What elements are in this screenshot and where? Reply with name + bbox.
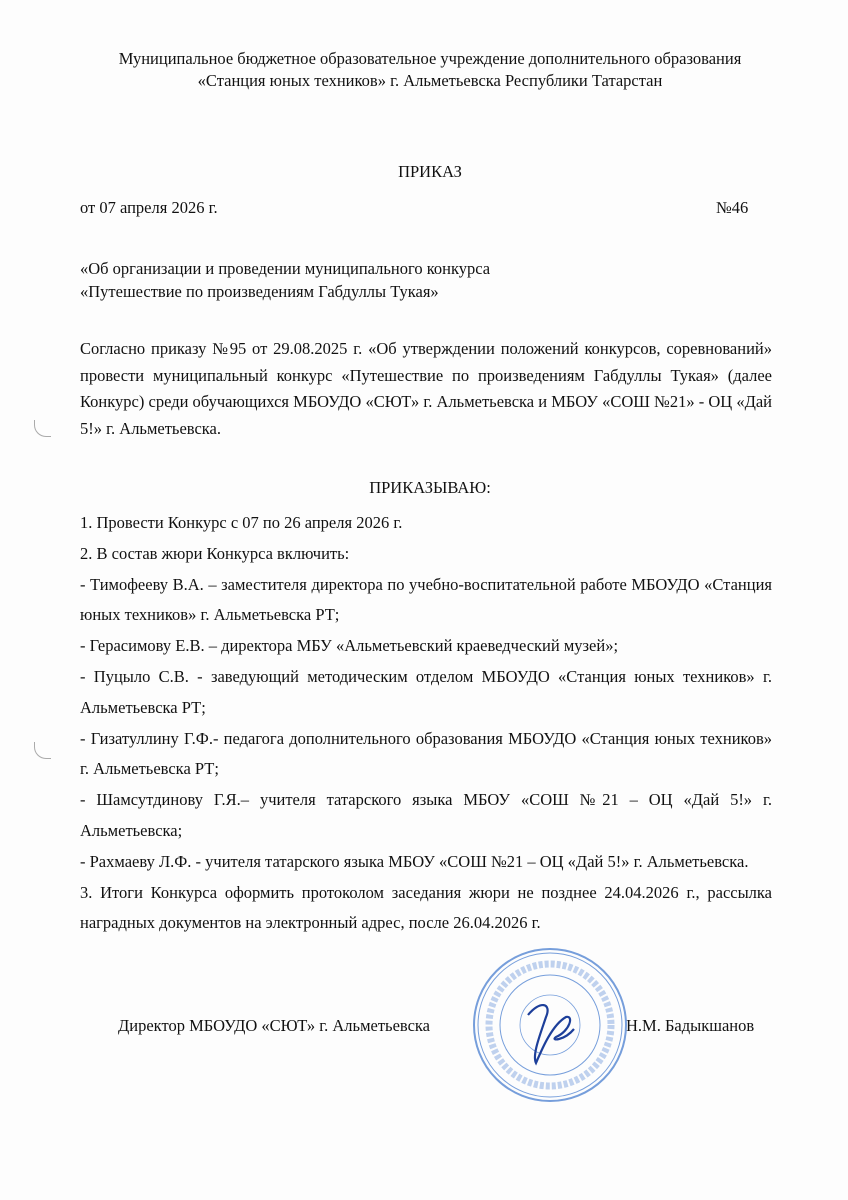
order-items [80,508,772,939]
signature-scribble [528,1005,574,1063]
organization-line-2: «Станция юных техников» г. Альметьевска Республики Татарстан [197,71,663,90]
organization-line-1: Муниципальное бюджетное образовательное учреждение дополнительного образования [118,49,742,68]
order-item: 2. В состав жюри Конкурса включить: [80,543,350,563]
order-item: - Шамсутдинову Г.Я.– учителя татарского языка МБОУ «СОШ №21 – ОЦ «Дай 5!» г. Альметьевска; [80,790,772,840]
signatory-name: Н.М. Бадыкшанов [626,1016,755,1035]
organization-header [60,48,800,92]
order-item: - Гизатуллину Г.Ф.- педагога дополнительного образования МБОУДО «Станция юных техников» г. Альметьевска РТ; [80,728,772,779]
signatory-position: Директор МБОУДО «СЮТ» г. Альметьевска [118,1016,431,1035]
official-stamp-icon [470,945,630,1105]
document-date: от 07 апреля 2026 г. [80,198,218,217]
preamble-paragraph: Согласно приказу №95 от 29.08.2025 г. «Об утверждении положений конкурсов, соревнований» провести муниципальный конкурс «Путешествие по произведениям Габдуллы Тукая» (далее Конкурс) среди обучающихся МБОУДО «СЮТ» г. Альметьевска и МБОУ «СОШ №21» - ОЦ «Дай 5!» г. Альметьевска. [80,339,772,438]
document-number: №46 [716,198,749,217]
scan-hole-mark [34,742,51,759]
subject-line-2: «Путешествие по произведениям Габдуллы Тукая» [80,282,439,301]
order-heading: ПРИКАЗЫВАЮ: [369,478,491,497]
subject-line-1: «Об организации и проведении муниципального конкурса [80,259,491,278]
order-item: 1. Провести Конкурс с 07 по 26 апреля 2026 г. [80,513,403,532]
order-item: - Тимофееву В.А. – заместителя директора по учебно-воспитательной работе МБОУДО «Станция юных техников» г. Альметьевска РТ; [80,574,772,625]
order-item: - Герасимову Е.В. – директора МБУ «Альметьевский краеведческий музей»; [80,636,619,656]
order-item: 3. Итоги Конкурса оформить протоколом заседания жюри не позднее 24.04.2026 г., рассылка наградных документов на электронный адрес, после 26.04.2026 г. [80,882,772,933]
order-item: - Рахмаеву Л.Ф. - учителя татарского языка МБОУ «СОШ №21 – ОЦ «Дай 5!» г. Альметьевска. [80,851,749,871]
scan-hole-mark [34,420,51,437]
document-title: ПРИКАЗ [398,162,462,181]
document-subject [80,257,490,303]
order-item: - Пуцыло С.В. - заведующий методическим отделом МБОУДО «Станция юных техников» г. Альметьевска РТ; [80,666,772,717]
